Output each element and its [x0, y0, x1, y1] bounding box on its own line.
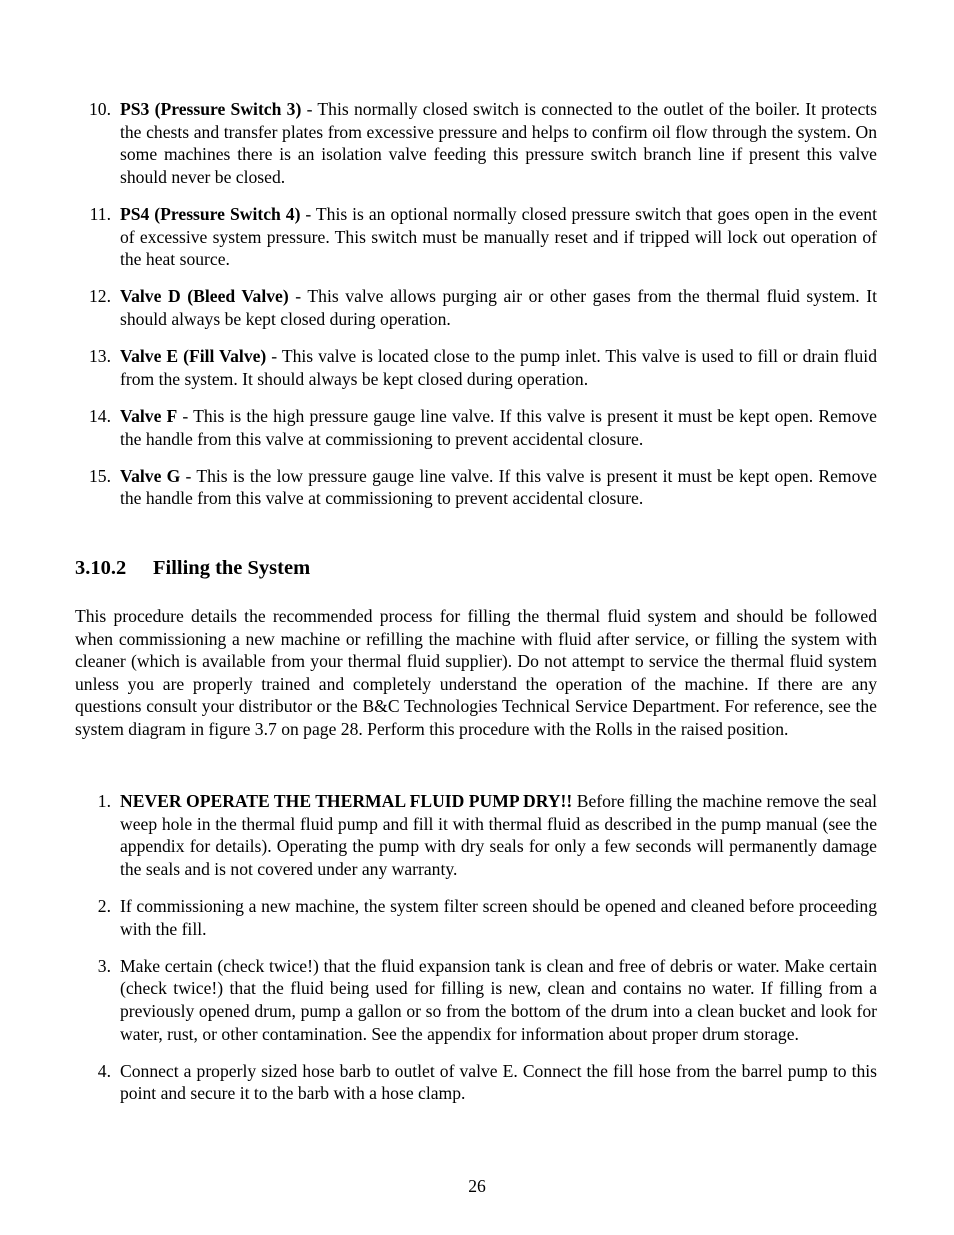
item-term: Valve D (Bleed Valve): [120, 286, 289, 307]
item-description: - This is the low pressure gauge line valve. If this valve is present it must be kept open. Remove the handle from this valve at commissioning to prevent accidental closure.: [120, 465, 877, 509]
procedure-steps: [75, 790, 877, 1120]
step-number: 3.: [97, 955, 111, 976]
item-number: 15.: [89, 465, 111, 486]
item-number: 14.: [89, 405, 111, 426]
section-paragraph: This procedure details the recommended process for filling the thermal fluid system and should be followed when commissioning a new machine or refilling the machine with fluid after service, or filling the system with cleaner (which is available from your thermal fluid supplier). Do not attempt to service the thermal fluid system unless you are properly trained and completely understand the operation of the machine. If there are any questions consult your distributor or the B&C Technologies Technical Service Department. For reference, see the system diagram in figure 3.7 on page 28. Perform this procedure with the Rolls in the raised position.: [75, 606, 877, 739]
item-number: 13.: [89, 346, 111, 367]
step-item: [75, 895, 877, 940]
step-item: [75, 1060, 877, 1105]
item-number: 12.: [89, 286, 111, 307]
item-description: - This normally closed switch is connected to the outlet of the boiler. It protects the chests and transfer plates from excessive pressure and helps to confirm oil flow through the system. On some machines there is an isolation valve feeding this pressure switch branch line if present this valve should never be closed.: [120, 99, 877, 187]
step-text: If commissioning a new machine, the system filter screen should be opened and cleaned before proceeding with the fill.: [120, 895, 877, 939]
step-item: [75, 955, 877, 1045]
item-term: Valve E (Fill Valve): [120, 346, 267, 367]
item-term: PS4 (Pressure Switch 4): [120, 203, 301, 224]
step-warning: NEVER OPERATE THE THERMAL FLUID PUMP DRY!!: [120, 791, 573, 811]
item-description: - This is the high pressure gauge line valve. If this valve is present it must be kept open. Remove the handle from this valve at commissioning to prevent accidental closure.: [120, 405, 877, 449]
item-term: Valve F: [120, 405, 178, 426]
component-list: [75, 98, 877, 524]
item-number: 10.: [89, 99, 111, 119]
list-item: [75, 285, 877, 330]
list-item: [75, 465, 877, 510]
step-number: 2.: [97, 895, 111, 916]
step-number: 4.: [97, 1060, 111, 1081]
section-title: Filling the System: [153, 557, 311, 579]
page-number: 26: [468, 1176, 486, 1196]
step-text: Connect a properly sized hose barb to outlet of valve E. Connect the fill hose from the barrel pump to this point and secure it to the barb with a hose clamp.: [120, 1060, 877, 1104]
item-description: - This valve is located close to the pump inlet. This valve is used to fill or drain fluid from the system. It should always be kept closed during operation.: [120, 346, 877, 389]
item-description: - This is an optional normally closed pressure switch that goes open in the event of excessive system pressure. This switch must be manually reset and if tripped will lock out operation of the heat source.: [120, 203, 877, 270]
step-number: 1.: [97, 791, 111, 811]
section-heading: [75, 555, 310, 581]
item-description: - This valve allows purging air or other gases from the thermal fluid system. It should always be kept closed during operation.: [120, 286, 878, 329]
step-text: Make certain (check twice!) that the fluid expansion tank is clean and free of debris or water. Make certain (check twice!) that the fluid being used for filling is new, clean and contains no water. If filling from a previously opened drum, pump a gallon or so from the bottom of the drum into a clean bucket and look for water, rust, or other contamination. See the appendix for information about proper drum storage.: [120, 955, 877, 1044]
list-item: [75, 405, 877, 450]
item-number: 11.: [89, 203, 111, 224]
item-term: PS3 (Pressure Switch 3): [120, 99, 302, 119]
list-item: [75, 203, 877, 271]
section-number: 3.10.2: [75, 557, 127, 579]
list-item: [75, 345, 877, 390]
list-item: [75, 98, 877, 188]
step-text: Before filling the machine remove the seal weep hole in the thermal fluid pump and fill it with thermal fluid as described in the pump manual (see the appendix for details). Operating the pump with dry seals for only a few seconds will permanently damage the seals and is not covered under any warranty.: [120, 791, 877, 879]
item-term: Valve G: [120, 465, 181, 486]
step-item: [75, 790, 877, 880]
